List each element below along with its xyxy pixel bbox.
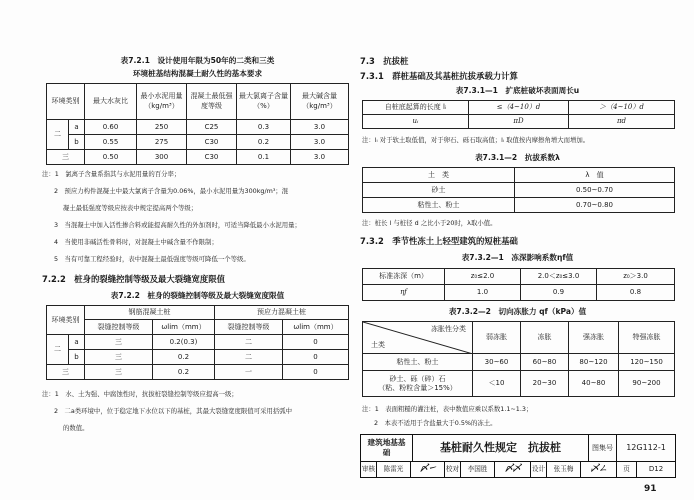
soil-cell: 粘性土、粉土 [363, 198, 515, 213]
wc-cell: 0.55 [85, 135, 137, 150]
perimeter-long-cell: πd [569, 115, 675, 129]
length-long-cell: ＞（4~10）d [569, 101, 675, 115]
soil-line-1: 砂土、砾（碎）石 [389, 374, 446, 383]
lambda-cell: 0.70~0.80 [515, 198, 675, 213]
table-row [363, 198, 675, 213]
qf-cell: 120~150 [619, 354, 675, 371]
qf-cell: 60~80 [521, 354, 569, 371]
pc-grade-cell: 二 [215, 335, 283, 350]
cement-cell: 300 [137, 150, 187, 165]
header-pc-pile: 预应力混凝土桩 [215, 306, 349, 320]
header-env-class: 环境类别 [47, 306, 85, 335]
soil-cell: 粘性土、粉土 [363, 354, 473, 371]
designer-name: 张玉梅 [547, 462, 581, 477]
header-env-class: 环境类别 [47, 84, 85, 120]
length-label-cell: 自桩底起算的长度 lᵢ [363, 101, 469, 115]
env-class-cell: 三 [47, 365, 85, 380]
header-lambda: λ 值 [515, 168, 675, 183]
table-row [47, 135, 349, 150]
check-label: 校对 [445, 462, 461, 477]
grade-cell: C30 [187, 135, 237, 150]
pc-grade-cell: 二 [215, 350, 283, 365]
table-7-2-1-note-2b: 凝土最低强度等级应按表中规定提高两个等级； [63, 204, 198, 212]
perimeter-short-cell: πD [469, 115, 569, 129]
alkali-cell: 3.0 [291, 135, 349, 150]
header-strong-frost: 强冻胀 [569, 322, 619, 354]
wc-cell: 0.50 [85, 150, 137, 165]
rc-width-cell: 0.2 [153, 350, 215, 365]
table-7-2-1-caption: 表7.2.1 设计使用年限为50年的二类和三类 [120, 56, 275, 65]
wc-cell: 0.60 [85, 120, 137, 135]
title-block-category: 建筑地基基础 [361, 435, 413, 461]
table-7-3-1-2-caption: 表7.3.1—2 抗拔系数λ [475, 153, 560, 162]
grade-cell: C25 [187, 120, 237, 135]
section-7-3-heading: 7.3 抗拔桩 [360, 56, 409, 66]
checker-signature [495, 462, 531, 477]
rc-width-cell: 0.2 [153, 365, 215, 380]
table-7-3-1-1-caption: 表7.3.1—1 扩底桩破坏表面周长u [455, 86, 580, 95]
design-label: 设计 [531, 462, 547, 477]
frost-depth-range-1: z₀≤2.0 [445, 269, 521, 285]
eta-label-cell: ηf [363, 285, 445, 301]
table-row [47, 350, 349, 365]
rc-grade-cell: 三 [85, 365, 153, 380]
grade-cell: C30 [187, 150, 237, 165]
frost-depth-label-cell: 标准冻深（m） [363, 269, 445, 285]
reviewer-signature [411, 462, 445, 477]
table-7-2-1 [46, 83, 349, 165]
table-7-2-1-note-3: 3 当混凝土中加入活性掺合料或能提高耐久性的外加剂时，可适当降低最小水泥用量； [54, 221, 301, 229]
eta-value-1: 1.0 [445, 285, 521, 301]
atlas-label: 图集号 [589, 435, 617, 461]
cement-cell: 275 [137, 135, 187, 150]
table-7-3-2-2-note-1: 注：1 表面粗糙的灌注桩，表中数值应乘以系数1.1~1.3； [362, 405, 533, 413]
signature-mark: 〆乄 [504, 463, 521, 474]
cement-cell: 250 [137, 120, 187, 135]
perimeter-label-cell: uᵢ [363, 115, 469, 129]
soil-cell [363, 371, 473, 397]
eta-value-2: 0.9 [521, 285, 597, 301]
page-code: D12 [648, 465, 664, 474]
page-number: 91 [644, 484, 657, 494]
header-min-cement: 最小水泥用量（kg/m³） [137, 84, 187, 120]
table-7-2-1-note-5: 5 当有可靠工程经验时，表中混凝土最低强度等级可降低一个等级。 [54, 255, 250, 263]
env-sub-cell: b [69, 135, 85, 150]
table-row [363, 101, 675, 115]
lambda-cell: 0.50~0.70 [515, 183, 675, 198]
frost-depth-range-3: z₀＞3.0 [597, 269, 675, 285]
table-7-2-1-note-2: 2 预应力构件混凝土中最大氯离子含量为0.06%，最小水泥用量为300kg/m³；混 [54, 187, 289, 195]
header-soil-type: 土 类 [363, 168, 515, 183]
table-row [47, 335, 349, 350]
rc-width-cell: 0.2(0.3) [153, 335, 215, 350]
qf-cell: 40~80 [569, 371, 619, 397]
table-7-2-2-note-2b: 的数值。 [63, 424, 89, 432]
env-sub-cell: b [69, 350, 85, 365]
chloride-cell: 0.3 [237, 120, 291, 135]
header-rc-pile: 钢筋混凝土桩 [85, 306, 215, 320]
table-7-3-2-2-note-2: 2 本表不适用于含盐量大于0.5%的冻土。 [374, 419, 497, 427]
env-class-cell: 二 [47, 335, 69, 365]
table-row [363, 354, 675, 371]
pc-grade-cell: 一 [215, 365, 283, 380]
qf-cell: 30~60 [473, 354, 521, 371]
table-7-2-1-caption-line2: 环境桩基结构混凝土耐久性的基本要求 [132, 69, 263, 78]
table-7-3-1-1 [362, 100, 675, 129]
signature-mark: 〆㇀ [419, 463, 436, 474]
table-row [47, 150, 349, 165]
subheader-crack-grade: 裂缝控制等级 [215, 320, 283, 335]
table-7-2-2-caption: 表7.2.2 桩身的裂缝控制等级及最大裂缝宽度限值 [110, 291, 285, 300]
soil-cell: 砂土 [363, 183, 515, 198]
header-corner-bottom: 土类 [371, 341, 385, 350]
table-7-3-2-1 [362, 268, 675, 301]
rc-grade-cell: 三 [85, 335, 153, 350]
table-7-3-2-1-caption: 表7.3.2—1 冻深影响系数ηf值 [461, 253, 574, 262]
reviewer-name: 陈雷光 [377, 462, 411, 477]
frost-depth-range-2: 2.0＜z₀≤3.0 [521, 269, 597, 285]
section-7-2-2-heading: 7.2.2 桩身的裂缝控制等级及最大裂缝宽度限值 [42, 274, 225, 284]
header-corner [363, 322, 473, 354]
table-7-2-1-note-4: 4 当使用非碱活性骨料时，对混凝土中碱含量不作限制； [54, 238, 218, 246]
table-row [47, 365, 349, 380]
qf-cell: 20~30 [521, 371, 569, 397]
subheader-crack-width: ωlim（mm） [153, 320, 215, 335]
table-row [363, 371, 675, 397]
table-7-2-1-note-1: 注：1 氯离子含量系指其与水泥用量的百分率； [42, 170, 181, 178]
length-short-cell: ≤（4~10）d [469, 101, 569, 115]
header-corner-top: 冻胀性分类 [431, 325, 466, 333]
header-max-alkali: 最大碱含量（kg/m³） [291, 84, 349, 120]
subheader-crack-grade: 裂缝控制等级 [85, 320, 153, 335]
page-label: 页 [617, 462, 637, 477]
header-extra-strong-frost: 特强冻胀 [619, 322, 675, 354]
header-min-grade: 混凝土最低强度等级 [187, 84, 237, 120]
table-7-3-2-2-caption: 表7.3.2—2 切向冻胀力 qf（kPa）值 [448, 307, 587, 316]
header-weak-frost: 弱冻胀 [473, 322, 521, 354]
alkali-cell: 3.0 [291, 120, 349, 135]
rc-grade-cell: 三 [85, 350, 153, 365]
qf-cell: 80~120 [569, 354, 619, 371]
subheader-crack-width: ωlim（mm） [283, 320, 349, 335]
table-row [363, 115, 675, 129]
table-7-3-1-1-note: 注：lᵢ 对于软土取低值，对于卵石、砾石取高值；lᵢ 取值按内摩擦角增大而增加。 [362, 136, 590, 144]
review-label: 审核 [361, 462, 377, 477]
checker-name: 李国胜 [461, 462, 495, 477]
title-block-title: 基桩耐久性规定 抗拔桩 [413, 435, 589, 461]
designer-signature [581, 462, 617, 477]
atlas-number: 12G112-1 [626, 443, 666, 452]
signature-mark: 乄ㄥ [590, 463, 607, 474]
table-row [47, 120, 349, 135]
pc-width-cell: 0 [283, 365, 349, 380]
table-7-2-2 [46, 305, 349, 380]
table-7-3-1-2-note: 注：桩长 l 与桩径 d 之比小于20时，λ取小值。 [362, 219, 497, 227]
pc-width-cell: 0 [283, 335, 349, 350]
table-row [363, 183, 675, 198]
qf-cell: 90~200 [619, 371, 675, 397]
table-7-3-1-2 [362, 167, 675, 213]
table-7-2-2-note-1: 注：1 水、土为强、中腐蚀性时，抗拔桩裂缝控制等级应提高一级； [42, 390, 238, 398]
qf-cell: ＜10 [473, 371, 521, 397]
section-7-3-1-heading: 7.3.1 群桩基础及其基桩抗拔承载力计算 [360, 71, 518, 81]
chloride-cell: 0.1 [237, 150, 291, 165]
header-max-wc: 最大水灰比 [85, 84, 137, 120]
eta-value-3: 0.8 [597, 285, 675, 301]
section-7-3-2-heading: 7.3.2 季节性冻土上轻型建筑的短桩基础 [360, 236, 518, 246]
table-row [363, 269, 675, 285]
table-7-2-2-note-2: 2 二a类环境中，位于稳定地下水位以下的基桩，其最大裂缝宽度限值可采用括弧中 [54, 407, 293, 415]
pc-width-cell: 0 [283, 350, 349, 365]
title-block [360, 434, 676, 478]
chloride-cell: 0.2 [237, 135, 291, 150]
env-class-cell: 三 [47, 150, 85, 165]
alkali-cell: 3.0 [291, 150, 349, 165]
header-frost: 冻胀 [521, 322, 569, 354]
env-sub-cell: a [69, 335, 85, 350]
env-class-cell: 二 [47, 120, 69, 150]
table-row [363, 285, 675, 301]
table-7-3-2-2 [362, 321, 675, 397]
env-sub-cell: a [69, 120, 85, 135]
header-max-chloride: 最大氯离子含量（%） [237, 84, 291, 120]
soil-line-2: （粘、粉粒含量＞15%） [378, 383, 457, 392]
